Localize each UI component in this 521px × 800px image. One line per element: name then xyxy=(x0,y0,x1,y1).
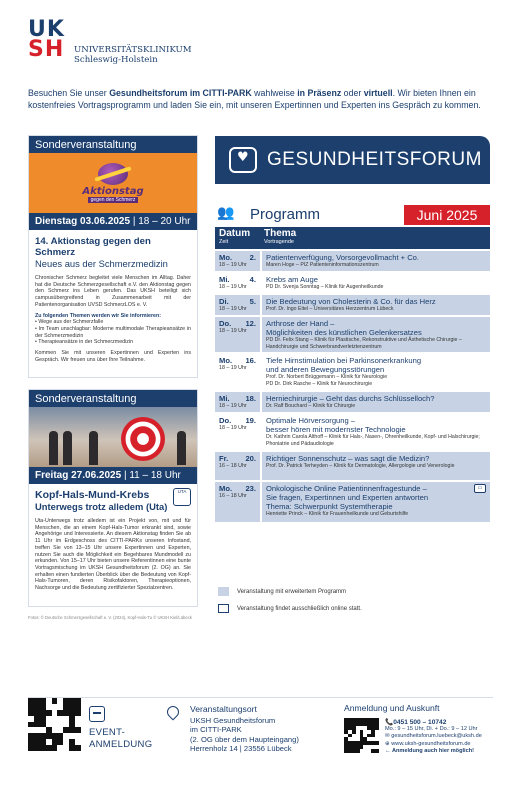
time-label: 16 – 18 Uhr xyxy=(219,463,247,469)
card-subtitle: Unterwegs trotz alledem (Uta) xyxy=(35,501,168,512)
banner-title: Aktionstag xyxy=(82,186,144,197)
theme-cell xyxy=(260,315,490,352)
theme-cell xyxy=(260,271,490,293)
theme-cell xyxy=(260,390,490,412)
time-label: 16 – 18 Uhr xyxy=(219,493,247,499)
day-number: 12. xyxy=(245,319,256,328)
day-label: Mo. xyxy=(219,253,233,262)
day-label: Do. xyxy=(219,416,232,425)
day-number: 23. xyxy=(245,484,256,493)
card-title: Kopf-Hals-Mund-Krebs xyxy=(35,489,150,501)
registration-info: 📞0451 500 – 10742 Mo.: 9 – 15 Uhr, Di. + Do.: 9 – 12 Uhr ✉ gesundheitsforum.luebeck@uksh.de ⊕ www.uksh-gesundheitsforum.de ← Anmeldung auch hier möglich! xyxy=(385,719,482,754)
talk-speaker: PD Dr. Felix Stang – Klinik für Plastische, Rekonstruktive und Ästhetische Chirurgie – Handchirurgie und Schwerbrandverletztenzentrum xyxy=(266,337,462,350)
intro-text: Besuchen Sie unser Gesundheitsforum im CITTI-PARK wahlweise in Präsenz oder virtuell. Wir bieten Ihnen ein kostenfreies Vortragsprogramm und laden Sie ein, mit unseren Expertinnen und Experten ins Gespräch zu kommen. xyxy=(28,88,481,110)
logo-letters xyxy=(28,17,65,62)
uksh-logo xyxy=(28,17,228,70)
theme-cell xyxy=(260,352,490,390)
theme-cell xyxy=(260,293,490,315)
program-table xyxy=(215,227,490,522)
theme-cell xyxy=(260,480,490,522)
day-number: 4. xyxy=(249,275,256,284)
theme-cell xyxy=(260,412,490,450)
date-cell xyxy=(215,293,260,315)
globe-web-icon: ⊕ xyxy=(385,740,390,747)
list-item: • Wege aus der Schmerzfalle xyxy=(35,319,104,326)
logo-line-1: UNIVERSITÄTSKLINIKUM xyxy=(74,45,192,55)
banner-subtitle: gegen den Schmerz xyxy=(88,197,139,203)
table-row xyxy=(215,315,490,352)
photo-credit: Fotos: © Deutsche Schmerzgesellschaft e. V. (2024), Kopf-Hals-Tu © UKSH Kiel/Lübeck xyxy=(28,615,192,620)
date-cell xyxy=(215,480,260,522)
day-label: Di. xyxy=(219,297,229,306)
talk-title: Patientenverfügung, Vorsorgevollmacht + Co. xyxy=(266,253,420,262)
card-body: Chronischer Schmerz begleitet viele Menschen im Alltag. Daher hat die Deutsche Schmerzgesellschaft e.V. den Aktionstag gegen den Schmerz ins Leben gerufen. Das UKSH beteiligt sich campusübergreifend in Zusammenarbeit mit der Patientenorganisation UVSD SchmerzLOS e. V. Zu folgenden Themen werden wir Sie informieren: • Wege aus der Schmerzfalle • Im Team unschlagbar: Moderne multimodale Therapieansätze in der Schmerzmedizin • Therapieansätze in der Schmerzmedizin Kommen Sie mit unseren Expertinnen und Experten ins Gespräch. Wir freuen uns über Ihre Teilnahme. xyxy=(35,275,191,363)
card-header: Sonderveranstaltung xyxy=(29,390,197,407)
talk-speaker: Prof. Dr. Norbert Brüggemann – Klinik für Neurologie PD Dr. Dirk Rasche – Klinik für Neurochirurgie xyxy=(266,374,388,387)
website-link[interactable]: www.uksh-gesundheitsforum.de xyxy=(391,740,471,747)
talk-title: Herniechirurgie – Geht das durchs Schlüsselloch? xyxy=(266,394,435,403)
time-label: 18 – 19 Uhr xyxy=(219,365,247,371)
header-theme: Thema Vortragende xyxy=(264,228,297,245)
venue-info: Veranstaltungsort UKSH Gesundheitsforum im CITTI-PARK (2. OG über dem Haupteingang) Herrenholz 14 | 23556 Lübeck xyxy=(190,704,299,754)
aktionstag-banner xyxy=(29,153,197,213)
talk-speaker: Dr. Kathrin Carola Althoff – Klinik für Hals-, Nasen-, Ohrenheilkunde, Kopf- und Halschirurgie; Phoniatrie und Pädaudiologie xyxy=(266,434,480,447)
table-row xyxy=(215,390,490,412)
talk-speaker: PD Dr. Svenja Sonntag – Klinik für Augenheilkunde xyxy=(266,284,384,290)
event-registration-qr-code[interactable] xyxy=(28,698,81,751)
list-item: • Therapieansätze in der Schmerzmedizin xyxy=(35,339,134,346)
table-row xyxy=(215,480,490,522)
talk-speaker: Henriette Princk – Klinik für Frauenheilkunde und Geburtshilfe xyxy=(266,511,409,517)
table-row xyxy=(215,412,490,450)
day-label: Mo. xyxy=(219,356,233,365)
time-label: 18 – 19 Uhr xyxy=(219,403,247,409)
talk-title: Richtiger Sonnenschutz – was sagt die Medizin? xyxy=(266,454,430,463)
time-label: 18 – 19 Uhr xyxy=(219,284,247,290)
mouth-model-sign xyxy=(121,417,165,461)
day-label: Fr. xyxy=(219,454,229,463)
footer-divider xyxy=(28,697,493,698)
external-link-icon xyxy=(89,706,105,722)
table-row xyxy=(215,271,490,293)
list-item: • Im Team unschlagbar: Moderne multimodale Therapieansätze in der Schmerzmedizin xyxy=(35,325,191,339)
date-cell xyxy=(215,412,260,450)
date-cell xyxy=(215,352,260,390)
date-cell xyxy=(215,390,260,412)
uta-logo: UTA xyxy=(173,488,191,506)
topic-list xyxy=(35,319,191,346)
header-date: Datum Zeit xyxy=(219,228,251,245)
logo-letters-sh: SH xyxy=(28,37,65,62)
talk-title: Tiefe Hirnstimulation bei Parkinsonerkrankung und anderen Bewegungsstörungen xyxy=(266,356,422,374)
talk-speaker: Prof. Dr. Patrick Terheyden – Klinik für Dermatologie, Allergologie und Venerologie xyxy=(266,463,455,469)
email-link[interactable]: gesundheitsforum.luebeck@uksh.de xyxy=(391,733,482,740)
legend-online xyxy=(218,604,362,613)
month-badge: Juni 2025 xyxy=(404,205,490,225)
card-body: Uta-Unterwegs trotz alledem ist ein Projekt von, mit und für Menschen, die an einem Kopf-Hals-Tumor erkrankt sind, sowie Angehörige und Interessierte. An diesem Aktionstag finden Sie ab 11 Uhr im Erdgeschoss des CITTI-PARKs unseren Infostand, treffen Sie von 13–15 Uhr unsere Expertinnen und Experten, nutzen Sie auch die Möglichkeit ein Begehbares Mundmodell zu erkunden. Von 15–17 Uhr bieten unsere Referentinnen eine bunte Vortragsmischung im UKSH Gesundheitsforum (2. OG) an. Sie erhalten einen fundierten Überblick über die Bedeutung von Kopf-Hals-Tumoren, deren Risikofaktoren, Therapieoptionen, Nachsorge und die Bedeutung zertifizierter Spezialzentren. xyxy=(35,518,191,592)
registration-heading: Anmeldung und Auskunft xyxy=(344,703,440,713)
legend-extended xyxy=(218,587,346,596)
table-row xyxy=(215,352,490,390)
special-event-card-1 xyxy=(28,135,198,378)
date-cell xyxy=(215,450,260,480)
day-number: 16. xyxy=(245,356,256,365)
day-number: 5. xyxy=(249,297,256,306)
card-date: Freitag 27.06.2025 | 11 – 18 Uhr xyxy=(29,467,197,484)
talk-speaker: Maren Hoge – PIZ Patienteninformationszentrum xyxy=(266,262,379,268)
talk-title: Optimale Hörversorgung – besser hören mit modernster Technologie xyxy=(266,416,406,434)
shaded-swatch xyxy=(218,587,229,596)
time-label: 18 – 19 Uhr xyxy=(219,262,247,268)
online-screen-icon xyxy=(218,604,229,613)
day-number: 19. xyxy=(245,416,256,425)
talk-title: Arthrose der Hand – Möglichkeiten des künstlichen Gelenkersatzes xyxy=(266,319,422,337)
card-subtitle: Neues aus der Schmerzmedizin xyxy=(35,258,168,269)
logo-text xyxy=(74,45,192,65)
legend-extended-label: Veranstaltung mit erweitertem Programm xyxy=(237,588,347,595)
talk-speaker: Prof. Dr. Ingo Eitel – Universitäres Herzzentrum Lübeck xyxy=(266,306,394,312)
event-photo xyxy=(29,407,197,467)
day-number: 2. xyxy=(249,253,256,262)
time-label: 18 – 19 Uhr xyxy=(219,328,247,334)
table-row xyxy=(215,249,490,271)
program-title: Programm xyxy=(250,206,321,223)
table-row xyxy=(215,293,490,315)
talk-title: Onkologische Online Patientinnenfragestunde – Sie fragen, Expertinnen und Experten antworten Thema: Schwerpunkt Systemtherapie xyxy=(266,484,429,511)
forum-title: GESUNDHEITSFORUM xyxy=(267,149,482,170)
logo-line-2: Schleswig-Holstein xyxy=(74,55,158,65)
program-header xyxy=(215,203,490,227)
arrow-left-icon: ← xyxy=(385,747,391,754)
time-label: 18 – 19 Uhr xyxy=(219,306,247,312)
people-board-icon: 👥 xyxy=(217,205,235,221)
card-header: Sonderveranstaltung xyxy=(29,136,197,153)
talk-speaker: Dr. Ralf Bouchard – Klinik für Chirurgie xyxy=(266,403,356,409)
person-figure xyxy=(89,431,98,465)
email-icon: ✉ xyxy=(385,733,390,740)
talk-title: Die Bedeutung von Cholesterin & Co. für das Herz xyxy=(266,297,436,306)
theme-cell xyxy=(260,450,490,480)
logo-letters-uk: UK xyxy=(28,17,65,42)
registration-qr-code[interactable] xyxy=(344,718,379,753)
special-event-card-2 xyxy=(28,389,198,607)
theme-cell xyxy=(260,249,490,271)
day-number: 20. xyxy=(245,454,256,463)
time-label: 18 – 19 Uhr xyxy=(219,425,247,431)
date-cell xyxy=(215,271,260,293)
phone-icon: 📞 xyxy=(385,719,394,726)
table-header-row xyxy=(215,227,490,249)
person-figure xyxy=(177,431,186,465)
person-figure xyxy=(49,431,58,465)
day-label: Do. xyxy=(219,319,232,328)
globe-icon xyxy=(98,163,128,185)
event-registration-label[interactable]: EVENT- ANMELDUNG xyxy=(89,727,153,750)
person-figure xyxy=(63,431,72,465)
day-label: Mo. xyxy=(219,484,233,493)
location-pin-icon xyxy=(165,704,182,721)
date-cell xyxy=(215,315,260,352)
forum-banner xyxy=(215,136,490,184)
day-label: Mi. xyxy=(219,275,230,284)
table-row xyxy=(215,450,490,480)
talk-title: Krebs am Auge xyxy=(266,275,318,284)
date-cell xyxy=(215,249,260,271)
legend-online-label: Veranstaltung findet ausschließlich online statt. xyxy=(237,605,362,612)
day-label: Mi. xyxy=(219,394,230,403)
heart-monitor-icon xyxy=(229,147,257,173)
card-title: 14. Aktionstag gegen den Schmerz xyxy=(35,236,151,258)
day-number: 18. xyxy=(245,394,256,403)
card-date: Dienstag 03.06.2025 | 18 – 20 Uhr xyxy=(29,213,197,230)
online-screen-icon: ▭ xyxy=(474,484,486,493)
